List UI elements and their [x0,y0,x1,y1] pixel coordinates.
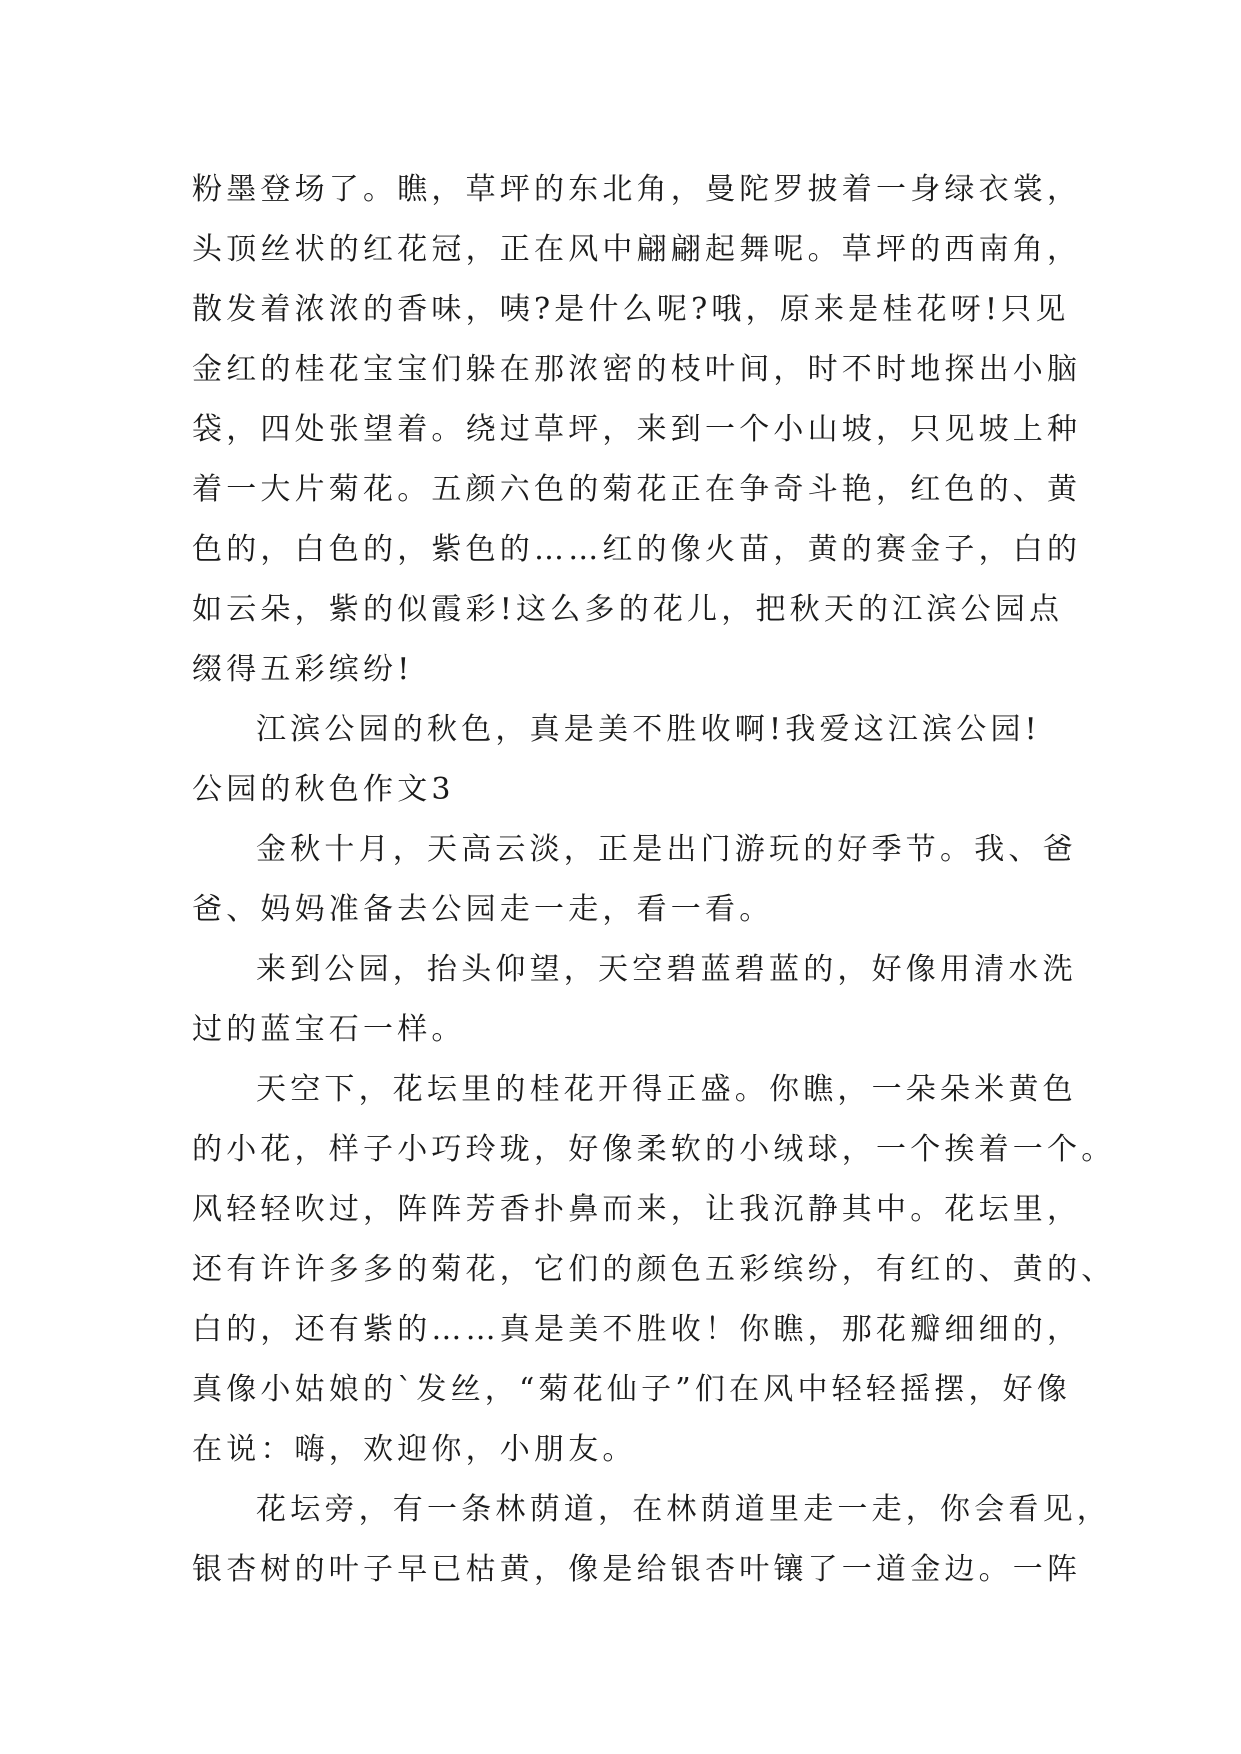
text-line: 缀得五彩缤纷! [192,652,414,687]
text-line: 的小花，样子小巧玲珑，好像柔软的小绒球，一个挨着一个。 [192,1132,1116,1167]
paragraph [192,1480,1111,1600]
text-line: 过的蓝宝石一样。 [192,1012,466,1047]
heading-text: 公园的秋色作文3 [192,772,455,807]
text-line: 袋，四处张望着。绕过草坪，来到一个小山坡，只见坡上种 [192,412,1082,447]
text-line: 金秋十月，天高云淡，正是出门游玩的好季节。我、爸 [256,832,1077,867]
paragraph [192,160,1082,700]
text-line: 如云朵，紫的似霞彩!这么多的花儿，把秋天的江滨公园点 [192,592,1064,627]
paragraph [192,1060,1116,1480]
text-line: 头顶丝状的红花冠，正在风中翩翩起舞呢。草坪的西南角， [192,232,1082,267]
text-line: 来到公园，抬头仰望，天空碧蓝碧蓝的，好像用清水洗 [256,952,1077,987]
text-line: 爸、妈妈准备去公园走一走，看一看。 [192,892,774,927]
section-heading [192,760,1052,820]
text-line: 天空下，花坛里的桂花开得正盛。你瞧，一朵朵米黄色 [256,1072,1077,1107]
paragraph [192,700,1052,760]
text-line: 风轻轻吹过，阵阵芳香扑鼻而来，让我沉静其中。花坛里， [192,1192,1082,1227]
text-line: 散发着浓浓的香味，咦?是什么呢?哦，原来是桂花呀!只见 [192,292,1070,327]
text-line: 银杏树的叶子早已枯黄，像是给银杏叶镶了一道金边。一阵 [192,1552,1082,1587]
paragraph [192,940,1077,1060]
text-line: 着一大片菊花。五颜六色的菊花正在争奇斗艳，红色的、黄 [192,472,1082,507]
text-line: 色的，白色的，紫色的……红的像火苗，黄的赛金子，白的 [192,532,1082,567]
text-line: 江滨公园的秋色，真是美不胜收啊!我爱这江滨公园! [256,712,1041,747]
text-line: 花坛旁，有一条林荫道，在林荫道里走一走，你会看见， [256,1492,1111,1527]
text-line: 粉墨登场了。瞧，草坪的东北角，曼陀罗披着一身绿衣裳， [192,172,1082,207]
text-line: 金红的桂花宝宝们躲在那浓密的枝叶间，时不时地探出小脑 [192,352,1082,387]
text-line: 还有许许多多的菊花，它们的颜色五彩缤纷，有红的、黄的、 [192,1252,1116,1287]
text-line: 在说：嗨，欢迎你，小朋友。 [192,1432,637,1467]
text-line: 白的，还有紫的……真是美不胜收！你瞧，那花瓣细细的， [192,1312,1082,1347]
paragraph [192,820,1077,940]
document-body [192,160,1116,1600]
text-line: 真像小姑娘的`发丝，“菊花仙子”们在风中轻轻摇摆，好像 [192,1372,1072,1407]
